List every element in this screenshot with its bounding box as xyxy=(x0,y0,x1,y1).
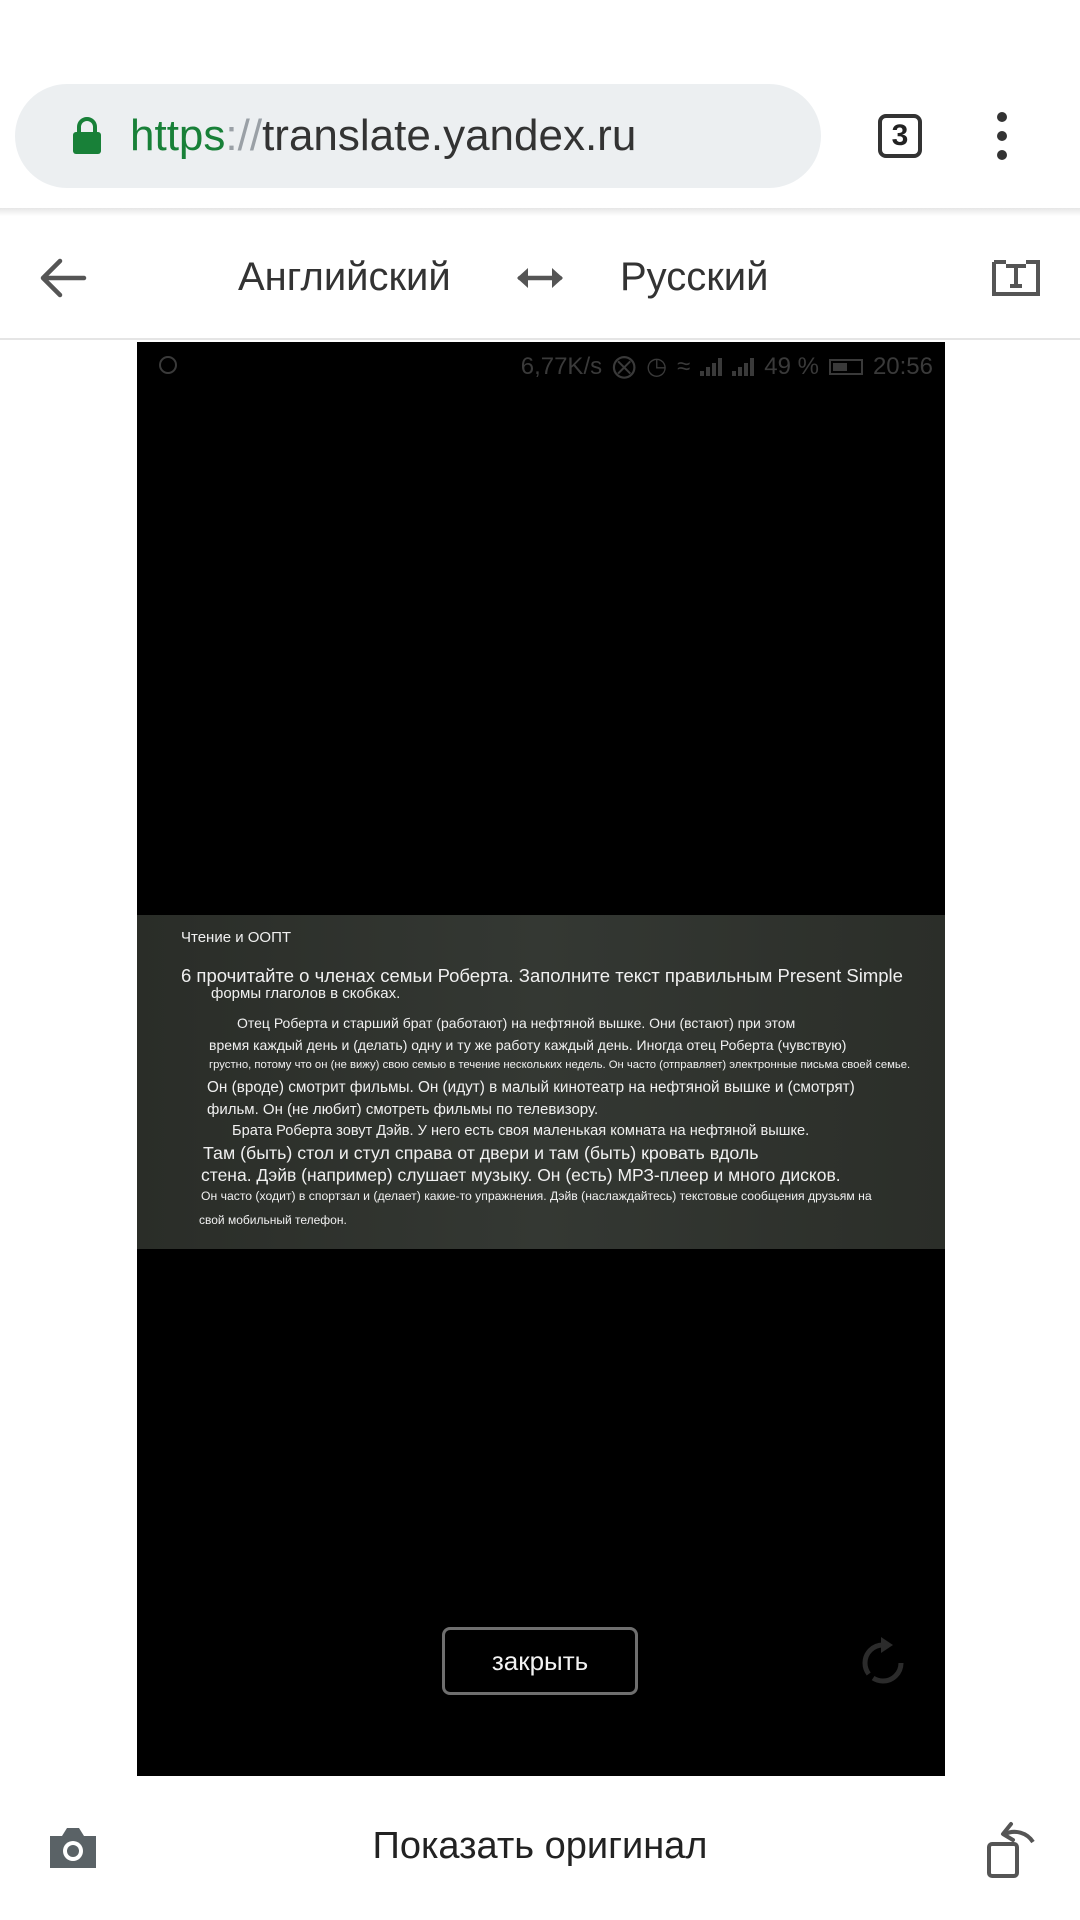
rotate-icon[interactable] xyxy=(859,1635,907,1687)
text-line: грустно, потому что он (не вижу) свою семью в течение нескольких недель. Он часто (отправляет) электронные письма своей семье. xyxy=(209,1059,911,1071)
battery-icon xyxy=(829,359,863,375)
task-line: 6 прочитайте о членах семьи Роберта. Заполните текст правильным Present Simple xyxy=(181,965,903,986)
status-time: 20:56 xyxy=(872,352,933,380)
address-bar[interactable] xyxy=(15,84,821,188)
status-indicators xyxy=(521,352,933,381)
arrow-left-icon[interactable] xyxy=(38,256,88,300)
text-line: время каждый день и (делать) одну и ту же работу каждый день. Иногда отец Роберта (чувствую) xyxy=(209,1037,847,1053)
url-separator: :// xyxy=(225,111,263,160)
toolbar-shadow xyxy=(0,208,1080,216)
bottom-bar xyxy=(0,1780,1080,1920)
text-line: Он (вроде) смотрит фильмы. Он (идут) в малый кинотеатр на нефтяной вышке и (смотрят) xyxy=(207,1079,855,1096)
signal-icon xyxy=(700,358,722,376)
chat-icon xyxy=(159,356,177,374)
url-text xyxy=(130,106,636,166)
image-heading: Чтение и ООПТ xyxy=(181,929,292,946)
battery-level: 49 % xyxy=(764,352,819,380)
alarm-icon: ◷ xyxy=(646,353,668,380)
task-line: формы глаголов в скобках. xyxy=(211,985,401,1002)
text-line: фильм. Он (не любит) смотреть фильмы по телевизору. xyxy=(207,1101,599,1118)
source-language-selector[interactable]: Английский xyxy=(238,255,451,299)
wifi-icon: ≈ xyxy=(677,352,691,380)
net-speed: 6,77K/s xyxy=(520,352,603,380)
swap-arrows-icon[interactable] xyxy=(512,260,568,296)
lock-icon xyxy=(71,116,103,156)
text-line: Брата Роберта зовут Дэйв. У него есть своя маленькая комната на нефтяной вышке. xyxy=(232,1123,810,1139)
browser-toolbar xyxy=(0,0,1080,210)
captured-status-bar xyxy=(137,342,945,388)
target-language-selector[interactable]: Русский xyxy=(620,255,769,299)
url-scheme: https xyxy=(130,111,226,160)
tab-count: 3 xyxy=(891,119,909,152)
text-line: свой мобильный телефон. xyxy=(199,1213,347,1227)
show-original-button[interactable]: Показать оригинал xyxy=(372,1825,708,1867)
translated-text-panel xyxy=(137,915,945,1249)
overflow-menu-icon[interactable] xyxy=(990,112,1014,160)
signal-icon-2 xyxy=(732,358,754,376)
close-button[interactable]: закрыть xyxy=(442,1627,638,1695)
text-line: Отец Роберта и старший брат (работают) на нефтяной вышке. Они (встают) при этом xyxy=(237,1015,796,1031)
tab-switcher-button[interactable] xyxy=(878,114,922,158)
mute-icon: ⨂ xyxy=(612,353,637,380)
rotate-screen-icon[interactable] xyxy=(985,1816,1041,1880)
text-mode-icon[interactable] xyxy=(990,254,1042,302)
text-line: Он часто (ходит) в спортзал и (делает) какие-то упражнения. Дэйв (наслаждайтесь) текстовые сообщения друзьям на xyxy=(201,1189,872,1203)
url-host: translate.yandex.ru xyxy=(262,111,637,160)
translator-header xyxy=(0,216,1080,340)
text-line: стена. Дэйв (например) слушает музыку. Он (есть) МРЗ-плеер и много дисков. xyxy=(201,1165,841,1185)
text-line: Там (быть) стол и стул справа от двери и там (быть) кровать вдоль xyxy=(203,1143,759,1163)
photo-translation-viewer[interactable] xyxy=(137,342,945,1776)
